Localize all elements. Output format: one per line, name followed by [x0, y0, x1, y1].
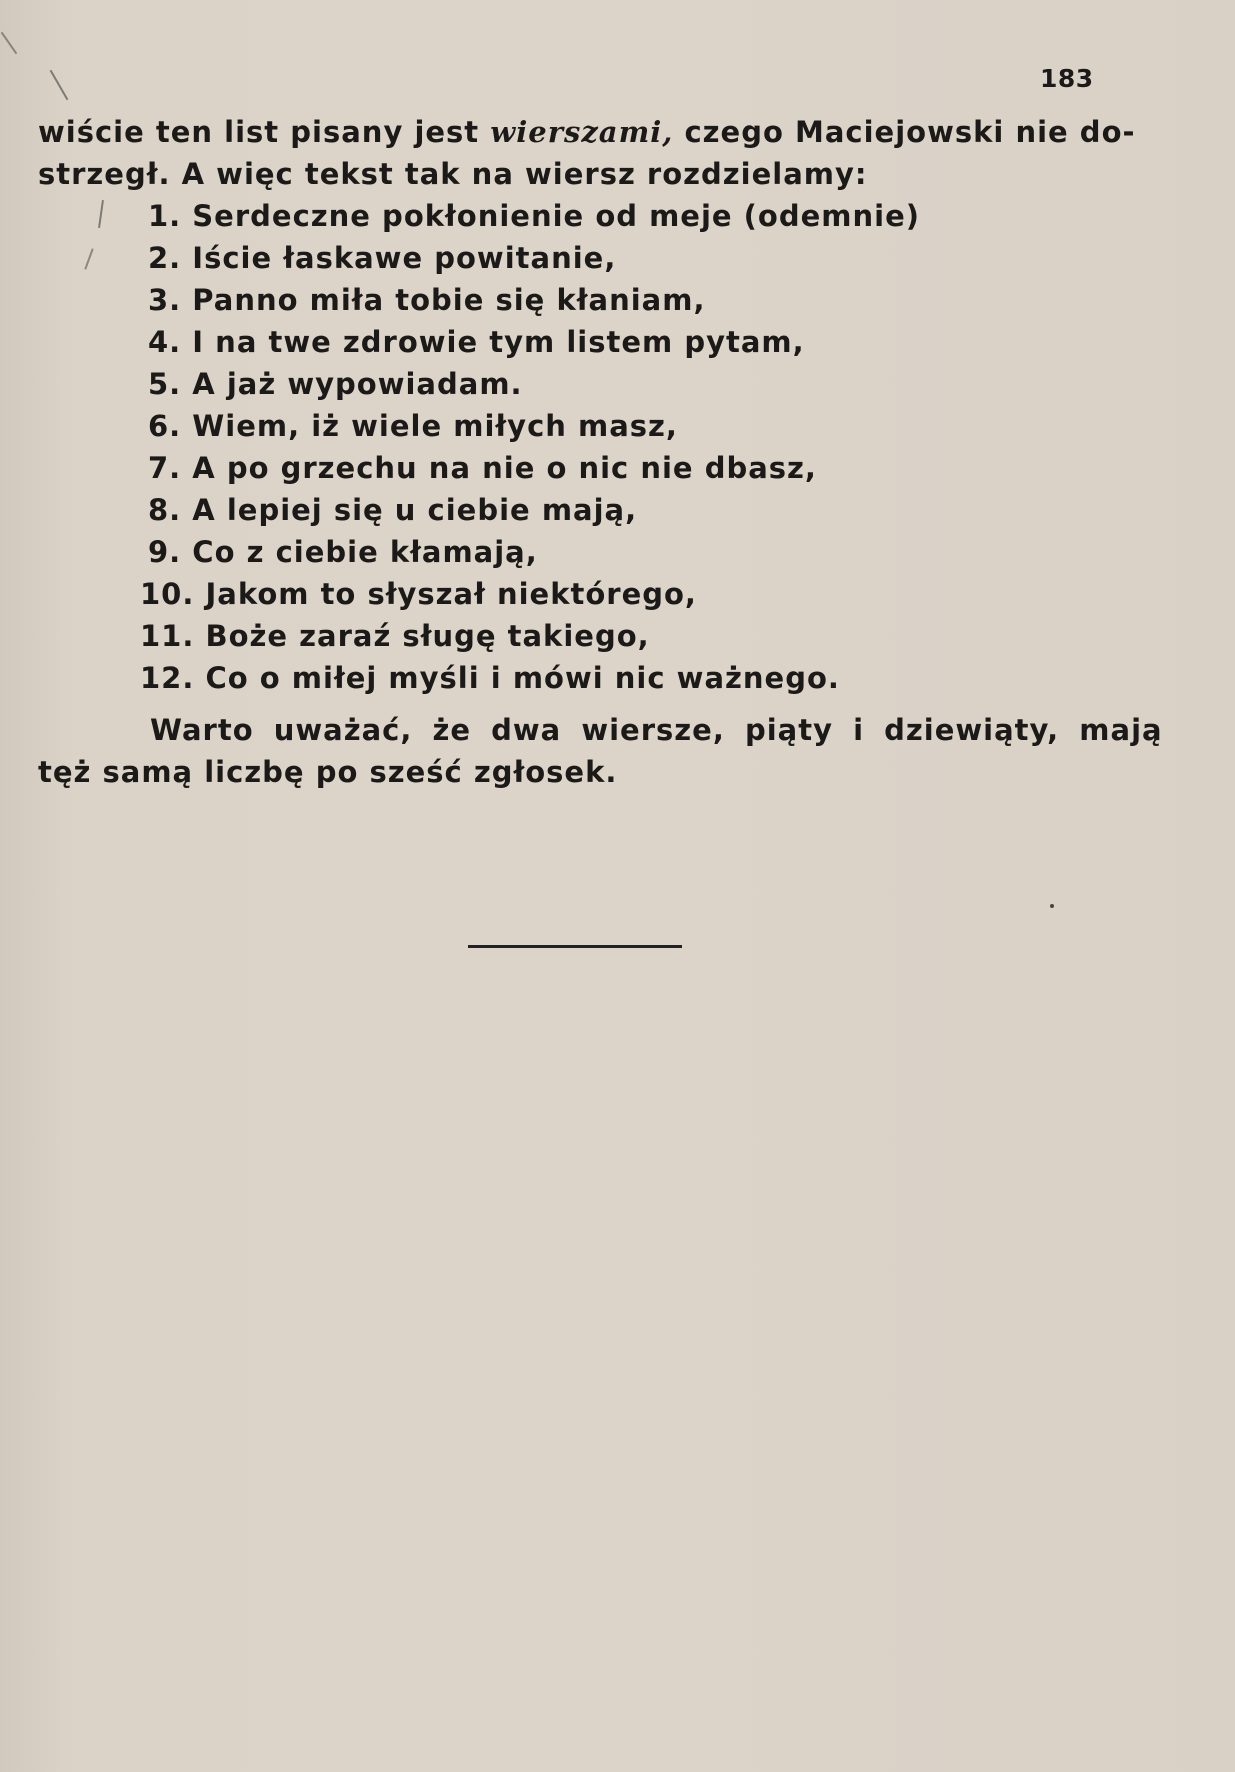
margin-mark-upper	[50, 70, 69, 100]
verse-line: 9. Co z ciebie kłamają,	[148, 535, 538, 569]
verse-line: 12. Co o miłej myśli i mówi nic ważnego.	[140, 661, 840, 695]
verse-line: 1. Serdeczne pokłonienie od meje (odemnie)	[148, 199, 921, 233]
speck	[1050, 904, 1054, 908]
verse-line: 8. A lepiej się u ciebie mają,	[148, 493, 638, 527]
paragraph1-line1-italic: wierszami,	[490, 115, 674, 149]
section-end-rule	[468, 945, 682, 948]
paragraph1-line1-before: wiście ten list pisany jest	[38, 115, 491, 149]
paragraph2-line2: tęż samą liczbę po sześć zgłosek.	[38, 755, 618, 789]
verse-line: 3. Panno miła tobie się kłaniam,	[148, 283, 706, 317]
page-number: 183	[1040, 64, 1094, 93]
margin-mark-top	[1, 32, 18, 54]
verse-line: 2. Iście łaskawe powitanie,	[148, 241, 617, 275]
paragraph1-line2: strzegł. A więc tekst tak na wiersz rozdzielamy:	[38, 157, 868, 191]
verse-line: 11. Boże zaraź sługę takiego,	[140, 619, 650, 653]
verse-line: 6. Wiem, iż wiele miłych masz,	[148, 409, 678, 443]
margin-mark-lower	[84, 248, 93, 269]
verse-line: 5. A jaż wypowiadam.	[148, 367, 523, 401]
paragraph2-line1: Warto uważać, że dwa wiersze, piąty i dziewiąty, mają	[150, 713, 1163, 747]
verse-line: 10. Jakom to słyszał niektórego,	[140, 577, 697, 611]
verse-line: 4. I na twe zdrowie tym listem pytam,	[148, 325, 805, 359]
paragraph1-line1	[38, 112, 1136, 152]
margin-mark-middle	[98, 200, 104, 228]
verse-line: 7. A po grzechu na nie o nic nie dbasz,	[148, 451, 817, 485]
paragraph1-line1-after: czego Maciejowski nie do-	[673, 115, 1136, 149]
